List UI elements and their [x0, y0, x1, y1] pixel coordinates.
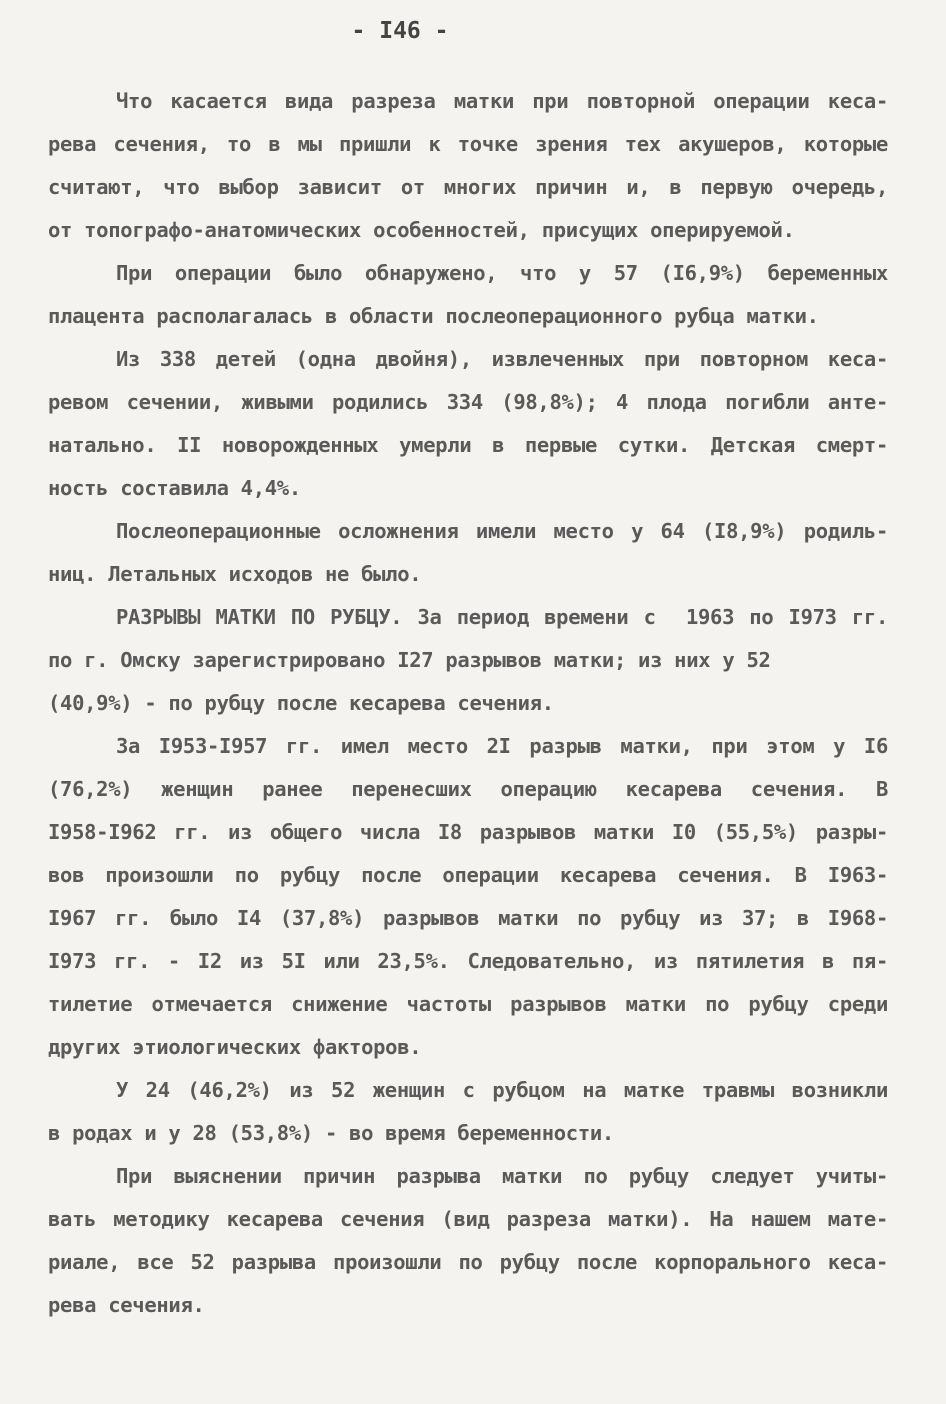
page-number: - I46 -: [351, 18, 449, 44]
text-line: Из 338 детей (одна двойня), извлеченных при повторном кеса-: [116, 347, 888, 371]
text-line: от топографо-анатомических особенностей, присущих оперируемой.: [48, 218, 795, 242]
text-line: Послеоперационные осложнения имели место у 64 (I8,9%) родиль-: [116, 519, 888, 543]
text-line: За I953-I957 гг. имел место 2I разрыв матки, при этом у I6: [116, 734, 888, 758]
text-line: рева сечения, то в мы пришли к точке зрения тех акушеров, которые: [48, 132, 888, 156]
text-line: вать методику кесарева сечения (вид разреза матки). На нашем мате-: [48, 1207, 888, 1231]
text-line: натально. II новорожденных умерли в первые сутки. Детская смерт-: [48, 433, 888, 457]
text-line: (40,9%) - по рубцу после кесарева сечения.: [48, 691, 554, 715]
text-line: У 24 (46,2%) из 52 женщин с рубцом на матке травмы возникли: [116, 1078, 888, 1102]
text-line: плацента располагалась в области послеоперационного рубца матки.: [48, 304, 819, 328]
text-line: При операции было обнаружено, что у 57 (I6,9%) беременных: [116, 261, 888, 285]
text-line: (76,2%) женщин ранее перенесших операцию кесарева сечения. В: [48, 777, 888, 801]
text-line: по г. Омску зарегистрировано I27 разрывов матки; из них у 52: [48, 648, 771, 672]
text-line: считают, что выбор зависит от многих причин и, в первую очередь,: [48, 175, 888, 199]
text-line: рева сечения.: [48, 1293, 205, 1317]
section-heading-line: РАЗРЫВЫ МАТКИ ПО РУБЦУ. За период времени с 1963 по I973 гг.: [116, 605, 888, 629]
text-line: тилетие отмечается снижение частоты разрывов матки по рубцу среди: [48, 992, 888, 1016]
text-line: ревом сечении, живыми родились 334 (98,8%); 4 плода погибли анте-: [48, 390, 888, 414]
text-line: I967 гг. было I4 (37,8%) разрывов матки по рубцу из 37; в I968-: [48, 906, 888, 930]
text-line: риале, все 52 разрыва произошли по рубцу после корпорального кеса-: [48, 1250, 888, 1274]
text-line: I973 гг. - I2 из 5I или 23,5%. Следовательно, из пятилетия в пя-: [48, 949, 888, 973]
text-line: других этиологических факторов.: [48, 1035, 422, 1059]
text-line: в родах и у 28 (53,8%) - во время беременности.: [48, 1121, 614, 1145]
text-line: вов произошли по рубцу после операции кесарева сечения. В I963-: [48, 863, 888, 887]
text-line: I958-I962 гг. из общего числа I8 разрывов матки I0 (55,5%) разры-: [48, 820, 888, 844]
text-line: ность составила 4,4%.: [48, 476, 301, 500]
text-line: ниц. Летальных исходов не было.: [48, 562, 422, 586]
text-line: При выяснении причин разрыва матки по рубцу следует учиты-: [116, 1164, 888, 1188]
text-line: Что касается вида разреза матки при повторной операции кеса-: [116, 89, 888, 113]
